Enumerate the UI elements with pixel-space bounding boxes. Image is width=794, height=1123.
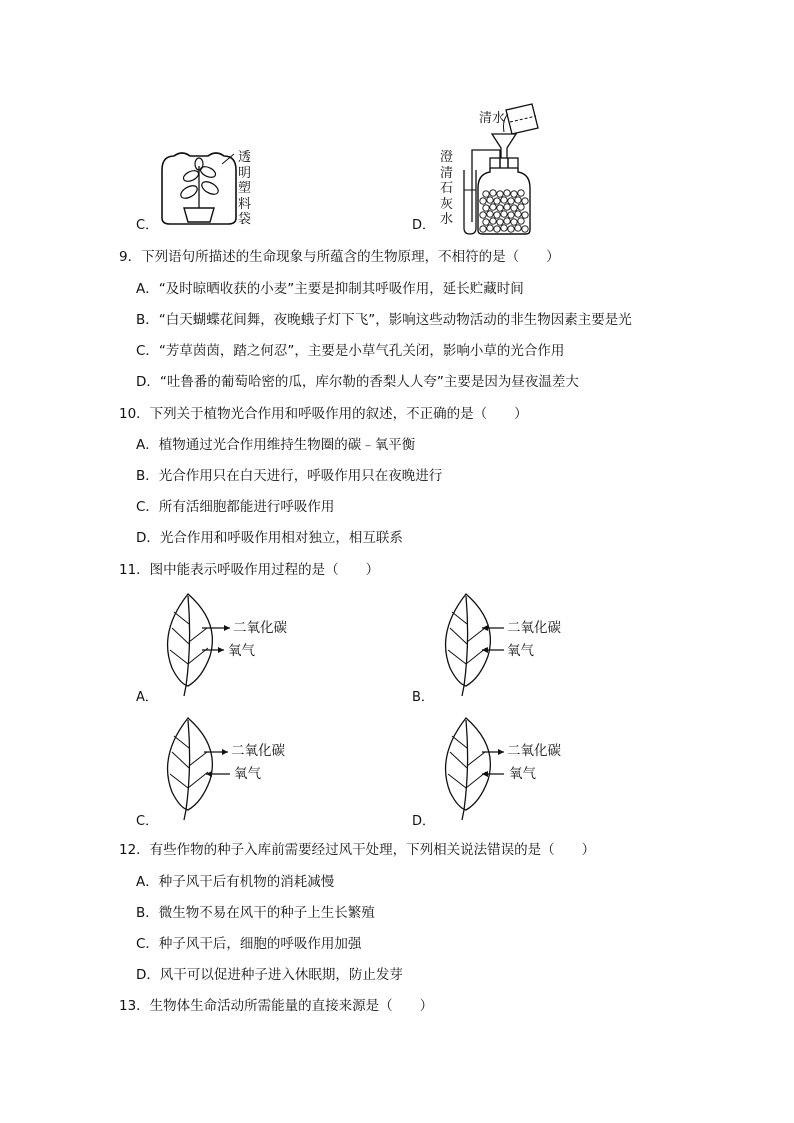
q10-option-b[interactable]: B．光合作用只在白天进行，呼吸作用只在夜晚进行 <box>136 468 443 484</box>
q11-option-a-label[interactable]: A． <box>136 690 158 705</box>
q12-stem: 12．有些作物的种子入库前需要经过风干处理，下列相关说法错误的是（ ） <box>119 842 596 858</box>
leaf-c-o2-label: 氧气 <box>234 766 261 782</box>
lime-water-apparatus-figure <box>450 102 560 237</box>
q10-option-c[interactable]: C．所有活细胞都能进行呼吸作用 <box>136 499 335 515</box>
leaf-b-co2-label: 二氧化碳 <box>507 620 561 636</box>
q13-stem: 13．生物体生命活动所需能量的直接来源是（ ） <box>119 998 434 1014</box>
leaf-d-co2-label: 二氧化碳 <box>507 743 561 759</box>
q11-option-d-label[interactable]: D． <box>412 814 436 829</box>
leaf-c-co2-label: 二氧化碳 <box>231 743 285 759</box>
q10-stem: 10．下列关于植物光合作用和呼吸作用的叙述，不正确的是（ ） <box>119 406 528 422</box>
q10-option-a[interactable]: A．植物通过光合作用维持生物圈的碳﹣氧平衡 <box>136 437 416 453</box>
plastic-bag-plant-figure <box>160 148 240 228</box>
d-figure-side-label: 澄清石灰水 <box>440 150 454 227</box>
leaf-d-o2-label: 氧气 <box>509 766 536 782</box>
leaf-b-o2-label: 氧气 <box>507 643 534 659</box>
q9-stem: 9．下列语句所描述的生命现象与所蕴含的生物原理，不相符的是（ ） <box>119 249 560 265</box>
q11-option-c-label[interactable]: C． <box>136 814 159 829</box>
plastic-bag-caption: 透明塑料袋 <box>238 150 252 227</box>
q9-option-d[interactable]: D．“吐鲁番的葡萄哈密的瓜，库尔勒的香梨人人夸”主要是因为昼夜温差大 <box>136 374 579 390</box>
q12-option-b[interactable]: B．微生物不易在风干的种子上生长繁殖 <box>136 905 375 921</box>
q9-option-b[interactable]: B．“白天蝴蝶花间舞，夜晚蛾子灯下飞”，影响这些动物活动的非生物因素主要是光 <box>136 312 632 328</box>
q12-option-d[interactable]: D．风干可以促进种子进入休眠期，防止发芽 <box>136 967 403 983</box>
q10-option-d[interactable]: D．光合作用和呼吸作用相对独立，相互联系 <box>136 530 403 546</box>
q11-option-b-label[interactable]: B． <box>412 690 434 705</box>
q8-option-d-label[interactable]: D． <box>412 218 436 233</box>
d-figure-top-label: 清水 <box>479 111 506 126</box>
leaf-a-co2-label: 二氧化碳 <box>233 620 287 636</box>
q8-option-c-label[interactable]: C． <box>136 218 159 233</box>
q9-option-c[interactable]: C．“芳草茵茵，踏之何忍”，主要是小草气孔关闭，影响小草的光合作用 <box>136 343 565 359</box>
q12-option-a[interactable]: A．种子风干后有机物的消耗减慢 <box>136 874 335 890</box>
q9-option-a[interactable]: A．“及时晾晒收获的小麦”主要是抑制其呼吸作用，延长贮藏时间 <box>136 281 524 297</box>
leaf-a-o2-label: 氧气 <box>228 643 255 659</box>
q11-stem: 11．图中能表示呼吸作用过程的是（ ） <box>119 562 380 578</box>
q12-option-c[interactable]: C．种子风干后，细胞的呼吸作用加强 <box>136 936 362 952</box>
